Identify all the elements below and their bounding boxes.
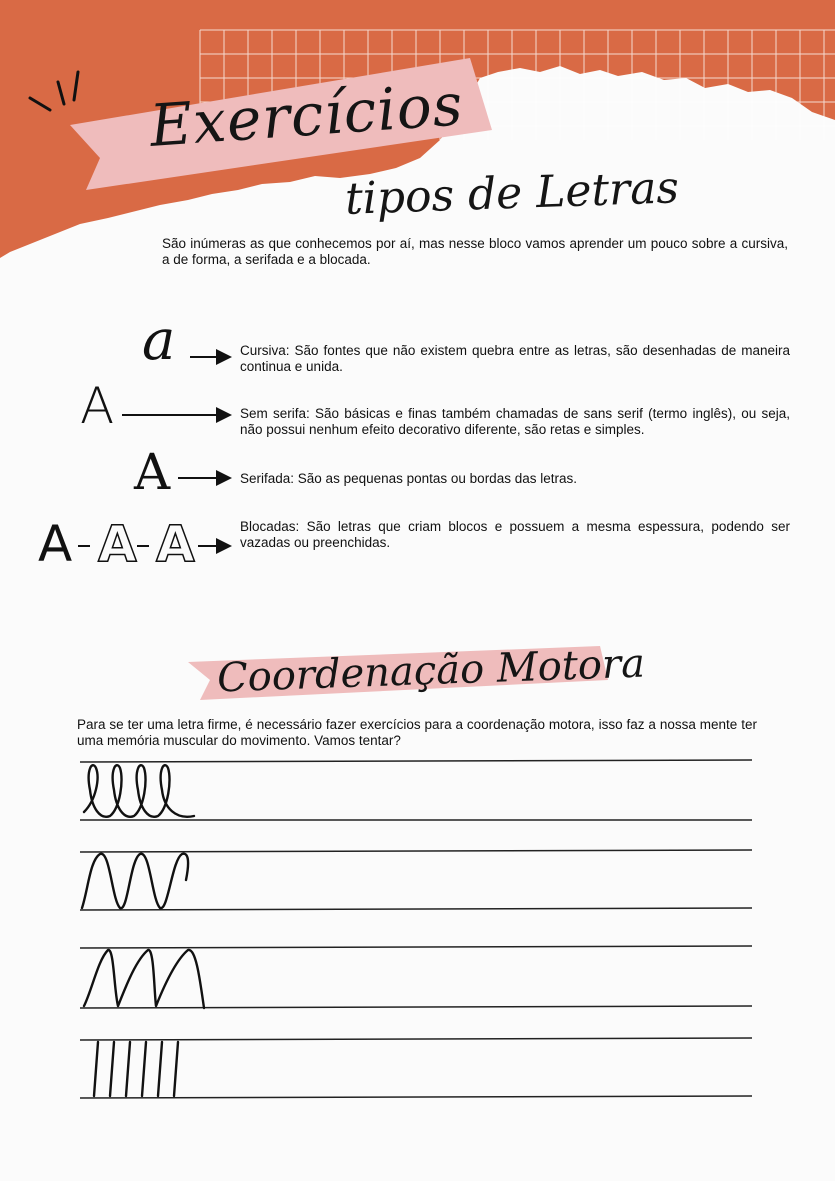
- cursive-a-glyph: a: [142, 308, 176, 373]
- sawtooth-stroke-icon: [84, 950, 204, 1008]
- blocked-a-glyph-hollow: A: [98, 515, 137, 573]
- loop-stroke-icon: [84, 765, 194, 817]
- vertical-stroke-icon: [94, 1042, 178, 1096]
- intro-paragraph: São inúmeras as que conhecemos por aí, mas nesse bloco vamos aprender um pouco sobre a cursiva, a de forma, a serifada e a blocada.: [162, 236, 788, 267]
- wave-stroke-icon: [82, 854, 188, 909]
- blocked-a-glyph-thin: A: [38, 515, 73, 573]
- cursive-description: Cursiva: São fontes que não existem quebra entre as letras, são desenhadas de maneira continua e unida.: [240, 343, 790, 374]
- sans-serif-a-glyph: A: [80, 377, 115, 435]
- sans-serif-description: Sem serifa: São básicas e finas também chamadas de sans serif (termo inglês), ou seja, não possui nenhum efeito decorativo diferente, são retas e simples.: [240, 406, 790, 437]
- blocked-a-glyph-outline: A: [156, 515, 195, 573]
- ruled-lines: [80, 760, 752, 1098]
- serif-description: Serifada: São as pequenas pontas ou bordas das letras.: [240, 471, 577, 486]
- coordination-paragraph: Para se ter uma letra firme, é necessário fazer exercícios para a coordenação motora, isso faz a nossa mente ter uma memória muscular do movimento. Vamos tentar?: [77, 717, 757, 748]
- blocked-description: Blocadas: São letras que criam blocos e possuem a mesma espessura, podendo ser vazadas ou preenchidas.: [240, 519, 790, 550]
- page-subtitle: tipos de Letras: [344, 162, 680, 225]
- section-title: Coordenação Motora: [216, 640, 646, 702]
- practice-area: [0, 750, 835, 1110]
- serif-a-glyph: A: [134, 443, 171, 501]
- page-title: Exercícios: [147, 70, 466, 160]
